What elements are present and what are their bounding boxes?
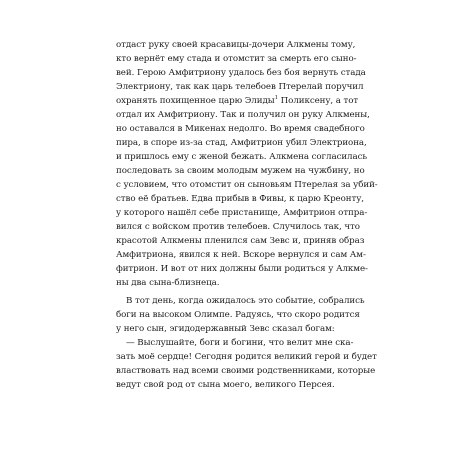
text-line: зать моё сердце! Сегодня родится великий герой и будет [116,352,377,362]
text-line: ны два сына-близнеца. [116,278,220,288]
text-line: с условием, что отомстит он сыновьям Птерелая за убий- [116,180,378,190]
text-fragment: охранять похищенное царю Элиды [116,96,275,106]
text-line: вей. Герою Амфитриону удалось без боя вернуть стада [116,68,366,78]
text-line: В тот день, когда ожидалось это событие, собрались [126,296,365,306]
text-fragment: Поликсену, а тот [280,96,359,106]
text-line: но оставался в Микенах недолго. Во время свадебного [116,124,365,134]
text-line: у него сын, эгидодержавный Зевс сказал богам: [116,324,335,334]
text-line: вился с войском против телебоев. Случилось так, что [116,222,360,232]
text-line: Электриону, так как царь телебоев Птерелай поручил [116,82,364,92]
text-line: отдал их Амфитриону. Так и получил он руку Алкмены, [116,110,370,120]
text-line: и пришлось ему с женой бежать. Алкмена согласилась [116,152,368,162]
text-line: Амфитриона, явился к ней. Вскоре вернулся и сам Ам- [116,250,366,260]
text-line: ведут свой род от сына моего, великого Персея. [116,380,335,390]
text-line: — Выслушайте, боги и богини, что велит мне ска- [126,338,354,348]
text-line: пира, в споре из-за стад, Амфитрион убил Электриона, [116,138,367,148]
text-line: боги на высоком Олимпе. Радуясь, что скоро родится [116,310,360,320]
text-line-with-footnote [116,94,359,108]
text-line: ство её братьев. Едва прибыв в Фивы, к царю Креонту, [116,194,364,204]
footnote-reference: 1 [274,95,278,102]
text-line: красотой Алкмены пленился сам Зевс и, приняв образ [116,236,365,246]
text-line: отдаст руку своей красавицы-дочери Алкмены тому, [116,40,356,50]
text-line: властвовать над всеми своими родственниками, которые [116,366,376,376]
text-line: у которого нашёл себе пристанище, Амфитрион отпра- [116,208,368,218]
text-line: кто вернёт ему стада и отомстит за смерть его сынo- [116,54,357,64]
text-line: фитрион. И вот от них должны были родиться у Алкме- [116,264,368,274]
text-line: последовать за своим молодым мужем на чужбину, но [116,166,365,176]
